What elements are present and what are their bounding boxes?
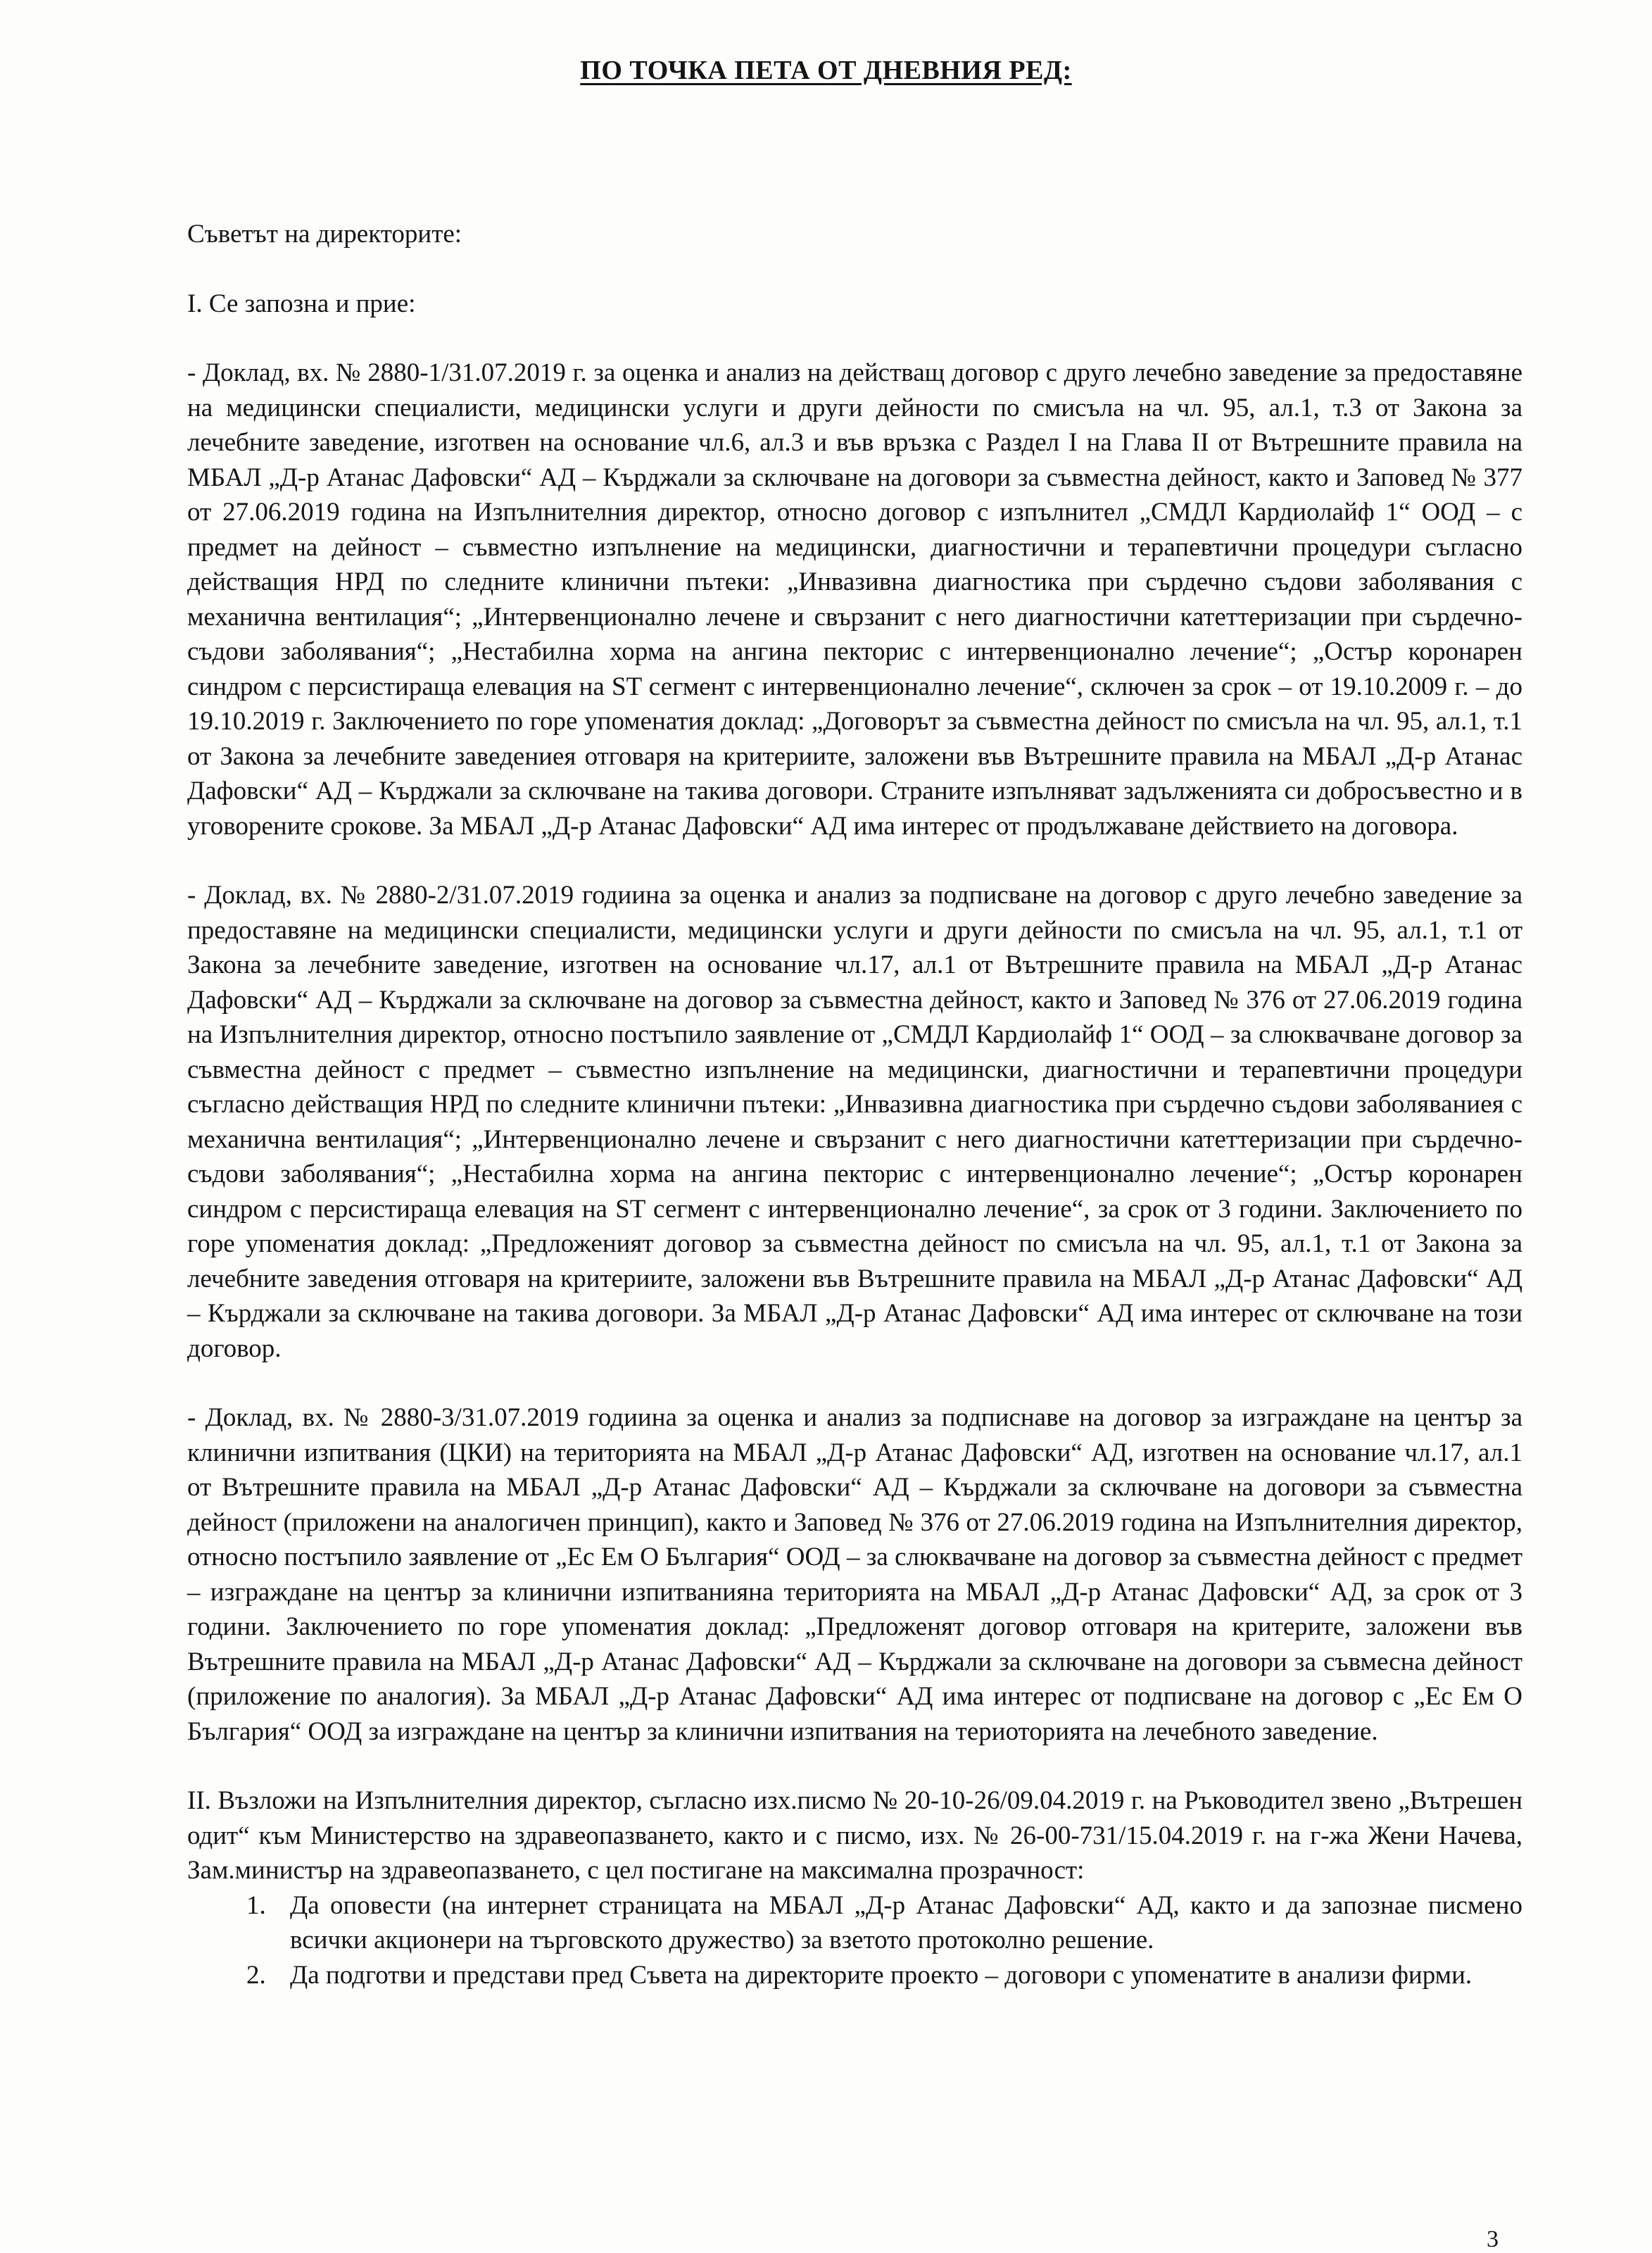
task-number: 2. bbox=[246, 1960, 266, 1990]
task-text: Да оповести (на интернет страницата на МБАЛ „Д-р Атанас Дафовски“ АД, както и да запознае писмено всички акционери на търговското дружество) за взетото протоколно решение. bbox=[290, 1890, 1522, 1954]
task-item-1 bbox=[187, 1888, 1522, 1958]
report-paragraph-2: - Доклад, вх. № 2880-2/31.07.2019 годиина за оценка и анализ за подписване на договор с друго лечебно заведение за предоставяне на медицински специалисти, медицински услуги и други дейности по смисъла на чл. 95, ал.1, т.1 от Закона за лечебните заведение, изготвен на основание чл.17, ал.1 от Вътрешните правила на МБАЛ „Д-р Атанас Дафовски“ АД – Кърджали за сключване на договор за съвместна дейност, както и Заповед № 376 от 27.06.2019 година на Изпълнителния директор, относно постъпило заявление от „СМДЛ Кардиолайф 1“ ООД – за слюквачване договор за съвместна дейност с предмет – съвместно изпълнение на медицински, диагностични и терапевтични процедури съгласно действащия НРД по следните клинични пътеки: „Инвазивна диагностика при сърдечно съдови заболяваниея с механична вентилация“; „Интервенционално лечене и свързанит с него диагностични катеттеризации при сърдечно-съдови заболявания“; „Нестабилна хорма на ангина пекторис с интервенционално лечение“; „Остър коронарен синдром с персистираща елевация на ST сегмент с интервенционално лечение“, за срок от 3 години. Заключението по горе упоменатия доклад: „Предложеният договор за съвместна дейност по смисъла на чл. 95, ал.1, т.1 от Закона за лечебните заведения отговаря на критериите, заложени във Вътрешните правила на МБАЛ „Д-р Атанас Дафовски“ АД – Кърджали за сключване на такива договори. За МБАЛ „Д-р Атанас Дафовски“ АД има интерес от сключване на този договор. bbox=[187, 881, 1522, 1363]
task-number: 1. bbox=[246, 1890, 266, 1920]
task-item-2 bbox=[187, 1958, 1522, 1993]
report-paragraph-1: - Доклад, вх. № 2880-1/31.07.2019 г. за оценка и анализ на действащ договор с друго лечебно заведение за предоставяне на медицински специалисти, медицински услуги и други дейности по смисъла на чл. 95, ал.1, т.3 от Закона за лечебните заведение, изготвен на основание чл.6, ал.3 и във връзка с Раздел I на Глава II от Вътрешните правила на МБАЛ „Д-р Атанас Дафовски“ АД – Кърджали за сключване на договори за съвместна дейност, както и Заповед № 377 от 27.06.2019 година на Изпълнителния директор, относно договор с изпълнител „СМДЛ Кардиолайф 1“ ООД – с предмет на дейност – съвместно изпълнение на медицински, диагностични и терапевтични процедури съгласно действащия НРД по следните клинични пътеки: „Инвазивна диагностика при сърдечно съдови заболявания с механична вентилация“; „Интервенционално лечене и свързанит с него диагностични катеттеризации при сърдечно-съдови заболявания“; „Нестабилна хорма на ангина пекторис с интервенционално лечение“; „Остър коронарен синдром с персистираща елевация на ST сегмент с интервенционално лечение“, сключен за срок – от 19.10.2009 г. – до 19.10.2019 г. Заключението по горе упоменатия доклад: „Договорът за съвместна дейност по смисъла на чл. 95, ал.1, т.1 от Закона за лечебните заведениея отговаря на критериите, заложени във Вътрешните правила на МБАЛ „Д-р Атанас Дафовски“ АД – Кърджали за сключване на такива договори. Страните изпълняват задълженията си добросъвестно и в уговорените срокове. За МБАЛ „Д-р Атанас Дафовски“ АД има интерес от продължаване действието на договора. bbox=[187, 358, 1522, 841]
task-list bbox=[187, 1888, 1522, 1993]
document-body bbox=[187, 217, 1522, 1992]
agenda-item-heading: ПО ТОЧКА ПЕТА ОТ ДНЕВНИЯ РЕД: bbox=[580, 56, 1072, 85]
page-number: 3 bbox=[1487, 2226, 1499, 2252]
report-paragraph-3: - Доклад, вх. № 2880-3/31.07.2019 годиина за оценка и анализ за подписнаве на договор за изграждане на център за клинични изпитвания (ЦКИ) на територията на МБАЛ „Д-р Атанас Дафовски“ АД, изготвен на основание чл.17, ал.1 от Вътрешните правила на МБАЛ „Д-р Атанас Дафовски“ АД – Кърджали за сключване на договори за съвместна дейност (приложени на аналогичен принцип), както и Заповед № 376 от 27.06.2019 година на Изпълнителния директор, относно постъпило заявление от „Ес Ем О България“ ООД – за слюквачване на договор за съвместна дейност с предмет – изграждане на център за клинични изпитванияна територията на МБАЛ „Д-р Атанас Дафовски“ АД, за срок от 3 години. Заключението по горе упоменатия доклад: „Предложенят договор отговаря на критерите, заложени във Вътрешните правила на МБАЛ „Д-р Атанас Дафовски“ АД – Кърджали за сключване на договори за съвмесна дейност (приложение по аналогия). За МБАЛ „Д-р Атанас Дафовски“ АД има интерес от подписване на договор с „Ес Ем О България“ ООД за изграждане на център за клинични изпитвания на териоторията на лечебното заведение. bbox=[187, 1403, 1522, 1746]
task-text: Да подготви и представи пред Съвета на директорите проекто – договори с упоменатите в анализи фирми. bbox=[290, 1960, 1473, 1990]
section-two-paragraph: II. Възложи на Изпълнителния директор, съгласно изх.писмо № 20-10-26/09.04.2019 г. на Ръководител звено „Вътрешен одит“ към Министерство на здравеопазването, както и с писмо, изх. № 26-00-731/15.04.2019 г. на г-жа Жени Начева, Зам.министър на здравеопазването, с цел постигане на максимална прозрачност: bbox=[187, 1786, 1522, 1885]
council-line: Съветът на директорите: bbox=[187, 220, 462, 249]
section-one-title: I. Се запозна и прие: bbox=[187, 289, 416, 318]
